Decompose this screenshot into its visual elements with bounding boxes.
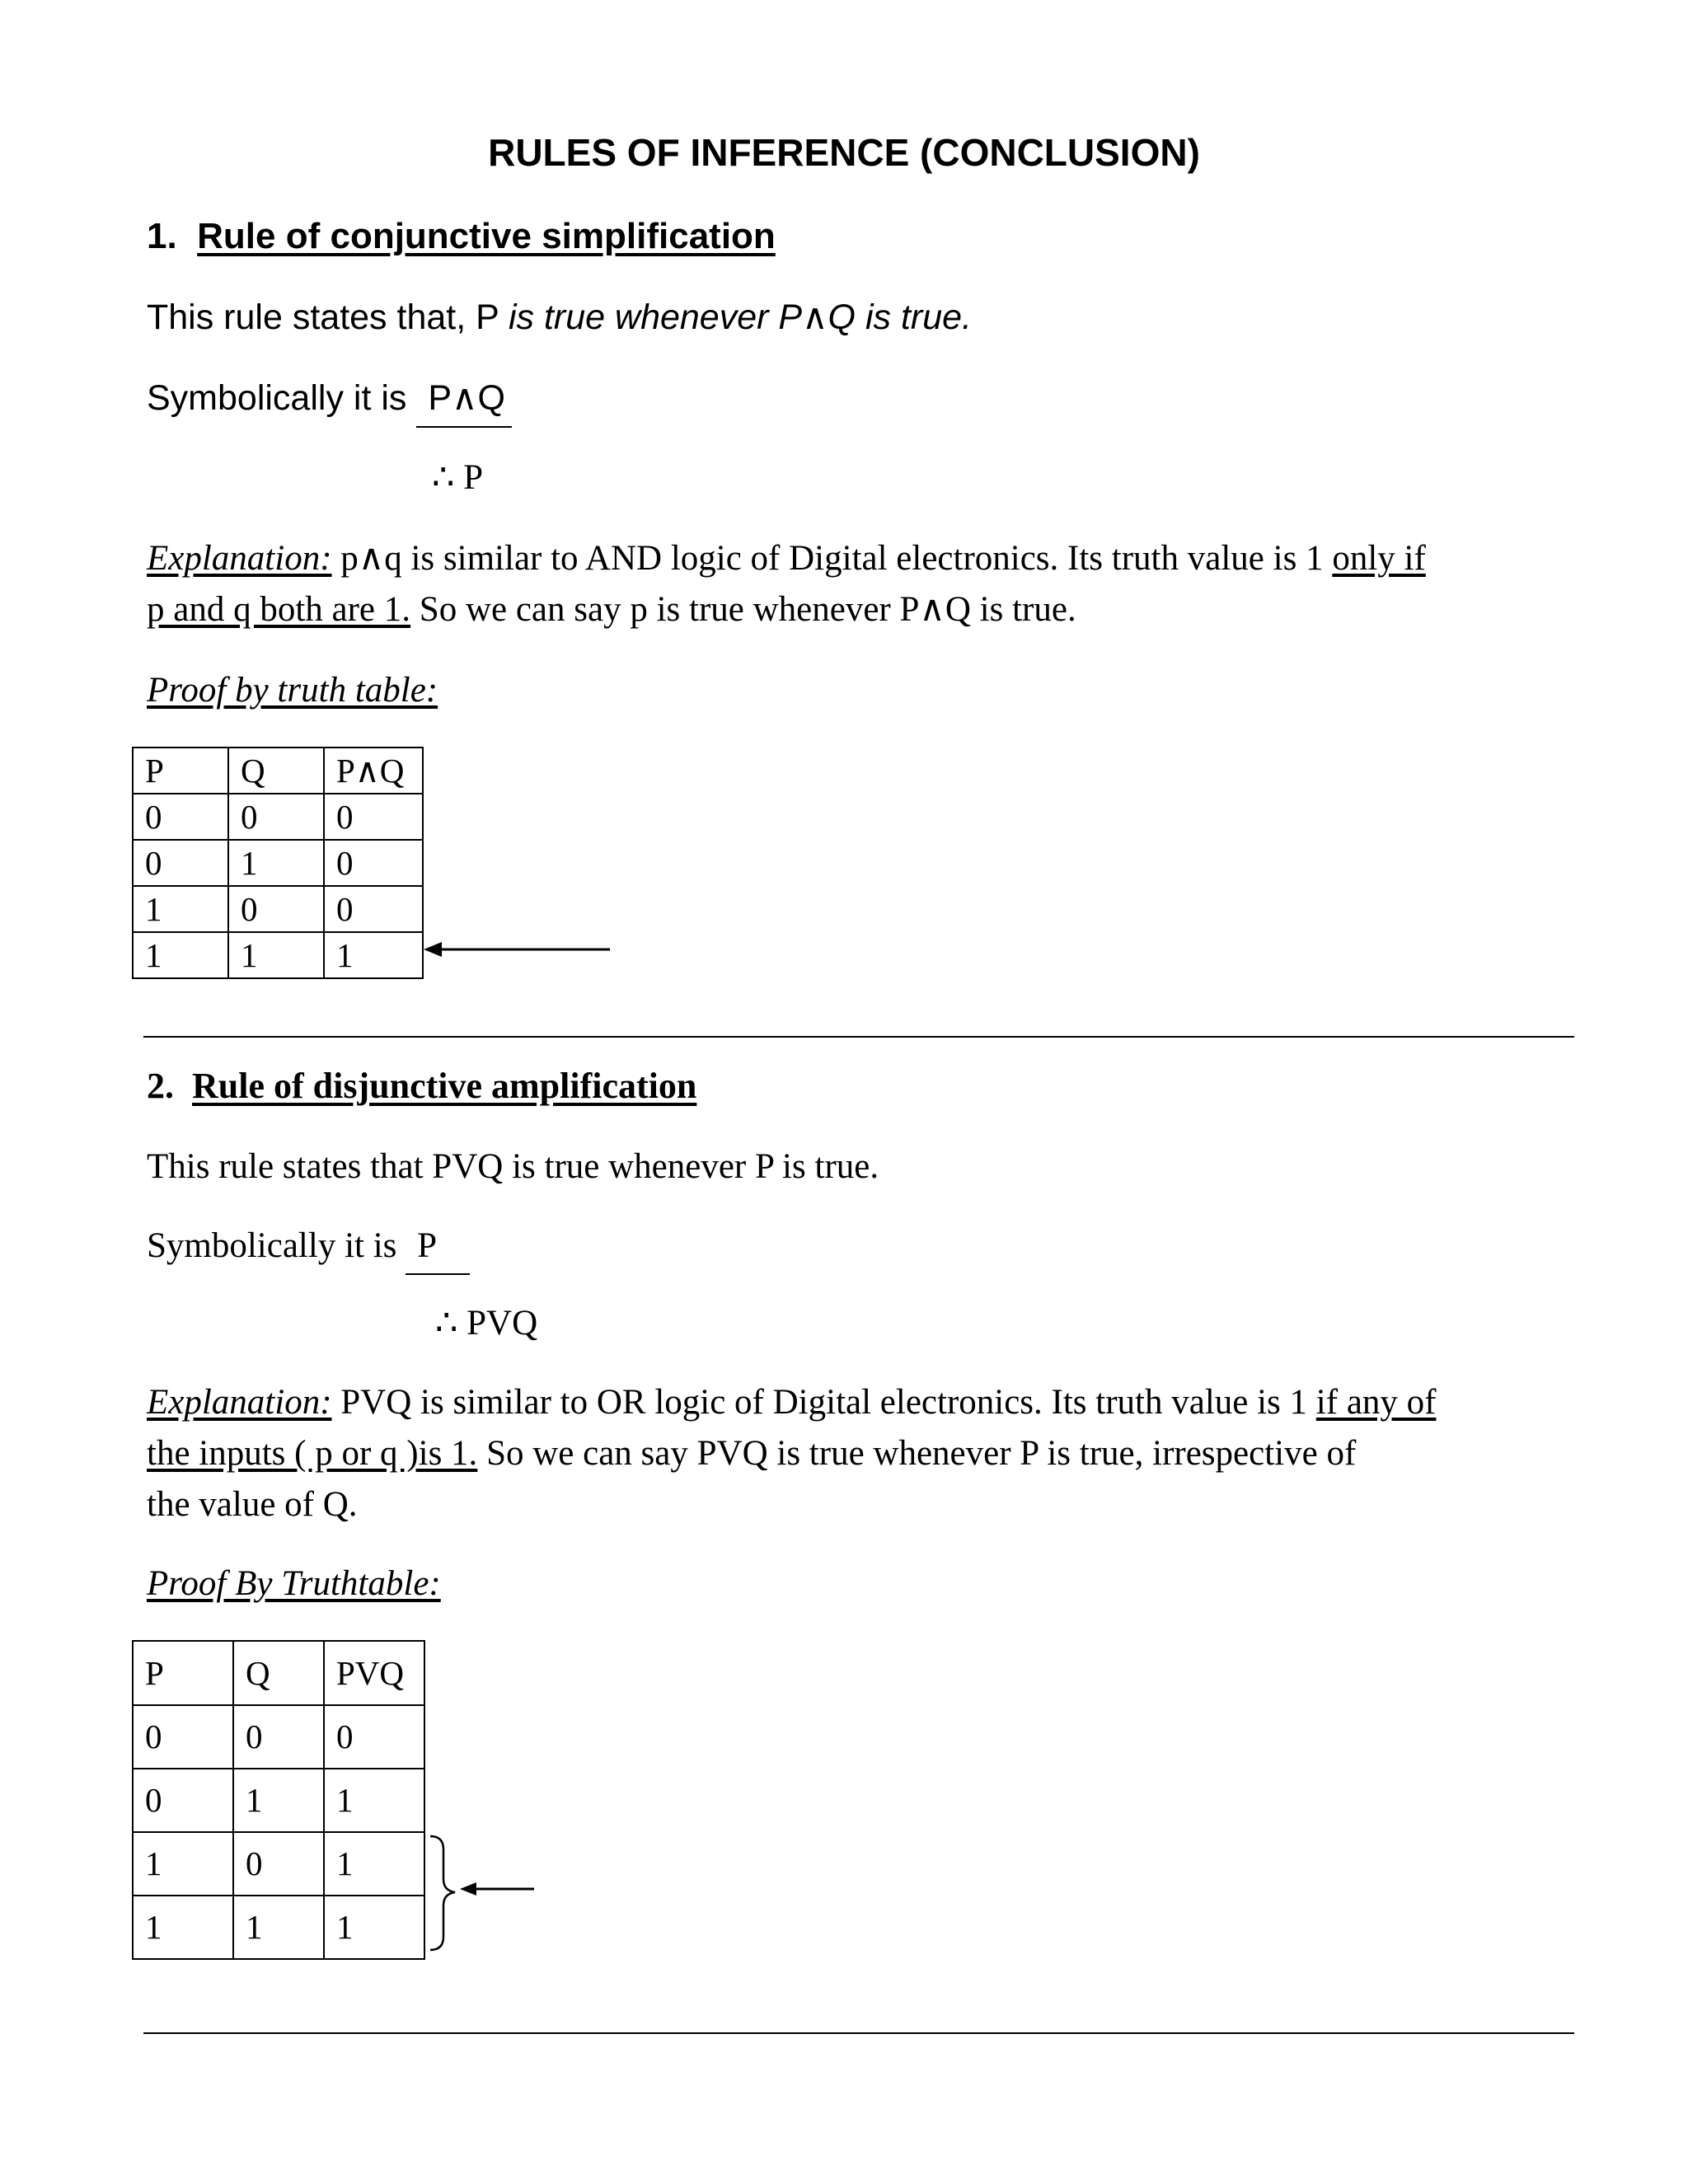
section-1-explanation-line-2: [147, 583, 1076, 635]
table-cell: 0: [133, 1705, 233, 1769]
explanation-text: PVQ is similar to OR logic of Digital electronics. Its truth value is 1: [331, 1383, 1316, 1422]
table-header-cell: Q: [228, 748, 324, 794]
table-header-cell: Q: [233, 1641, 324, 1705]
section-1-proof-label: Proof by truth table:: [147, 671, 438, 710]
table-header-row: [133, 1641, 424, 1705]
table-header-cell: PVQ: [324, 1641, 424, 1705]
table-cell: 0: [324, 840, 423, 886]
table-header-cell: P: [133, 748, 228, 794]
table-row: [133, 1769, 424, 1832]
table-cell: 1: [228, 840, 324, 886]
table-cell: 0: [133, 1769, 233, 1832]
explanation-label: Explanation:: [147, 1383, 332, 1422]
table-header-cell: P∧Q: [324, 748, 423, 794]
explanation-text: So we can say PVQ is true whenever P is true, irrespective of: [477, 1434, 1357, 1473]
section-2-statement: This rule states that PVQ is true whenever P is true.: [147, 1147, 879, 1186]
table-row: [133, 886, 423, 932]
premise: P∧Q: [416, 373, 512, 428]
table-cell: 1: [324, 1896, 424, 1959]
table-row: [133, 932, 423, 978]
explanation-label: Explanation:: [147, 539, 332, 578]
brace-arrow-icon: [422, 1831, 537, 1955]
statement-italic: is true whenever P∧Q is true.: [508, 298, 972, 337]
table-row: [133, 1832, 424, 1896]
truth-table-and: [132, 747, 424, 979]
table-cell: 0: [324, 794, 423, 840]
section-1-number: 1.: [147, 216, 177, 256]
symbolic-label: Symbolically it is: [147, 1226, 397, 1265]
table-header-cell: P: [133, 1641, 233, 1705]
explanation-text: So we can say p is true whenever P∧Q is true.: [410, 590, 1076, 629]
table-cell: 1: [233, 1896, 324, 1959]
section-2-symbolic: [147, 1220, 470, 1275]
table-cell: 1: [133, 886, 228, 932]
table-cell: 0: [324, 886, 423, 932]
section-1-statement: [147, 292, 972, 344]
section-divider: [143, 2032, 1574, 2034]
section-2-explanation-line-2: [147, 1427, 1356, 1479]
explanation-text: p∧q is similar to AND logic of Digital electronics. Its truth value is 1: [331, 539, 1333, 578]
arrow-left-icon: [422, 935, 613, 964]
section-2-explanation-line-1: [147, 1376, 1436, 1428]
table-cell: 0: [233, 1832, 324, 1896]
table-cell: 1: [133, 1896, 233, 1959]
table-cell: 0: [324, 1705, 424, 1769]
table-cell: 1: [324, 1769, 424, 1832]
explanation-underlined: the inputs ( p or q )is 1.: [147, 1434, 478, 1473]
table-cell: 0: [133, 794, 228, 840]
section-2-number: 2.: [147, 1066, 174, 1106]
premise: P: [406, 1220, 470, 1275]
section-2-proof-label: Proof By Truthtable:: [147, 1564, 441, 1603]
section-2-heading: [147, 1065, 696, 1107]
section-divider: [143, 1036, 1574, 1038]
explanation-underlined: only if: [1332, 539, 1426, 578]
table-cell: 0: [228, 886, 324, 932]
table-cell: 1: [324, 1832, 424, 1896]
page-title: RULES OF INFERENCE (CONCLUSION): [488, 131, 1200, 174]
truth-table-or: [132, 1640, 425, 1960]
section-1-heading: [147, 216, 776, 257]
section-2-explanation-line-3: the value of Q.: [147, 1485, 358, 1524]
table-header-row: [133, 748, 423, 794]
table-cell: 0: [233, 1705, 324, 1769]
table-row: [133, 1705, 424, 1769]
section-1-explanation-line-1: [147, 532, 1426, 584]
statement-prefix: This rule states that, P: [147, 298, 509, 337]
section-1-title: Rule of conjunctive simplification: [197, 216, 776, 256]
table-cell: 1: [133, 1832, 233, 1896]
table-row: [133, 1896, 424, 1959]
table-cell: 0: [133, 840, 228, 886]
section-1-conclusion: ∴ P: [432, 458, 484, 497]
table-row: [133, 794, 423, 840]
explanation-underlined: p and q both are 1.: [147, 590, 411, 629]
explanation-underlined: if any of: [1315, 1383, 1437, 1422]
section-2-title: Rule of disjunctive amplification: [192, 1066, 697, 1106]
table-cell: 1: [228, 932, 324, 978]
section-2-conclusion: ∴ PVQ: [435, 1304, 538, 1343]
section-1-symbolic: [147, 373, 512, 428]
symbolic-label: Symbolically it is: [147, 378, 407, 418]
table-cell: 1: [233, 1769, 324, 1832]
table-cell: 1: [133, 932, 228, 978]
table-row: [133, 840, 423, 886]
table-cell: 1: [324, 932, 423, 978]
table-cell: 0: [228, 794, 324, 840]
